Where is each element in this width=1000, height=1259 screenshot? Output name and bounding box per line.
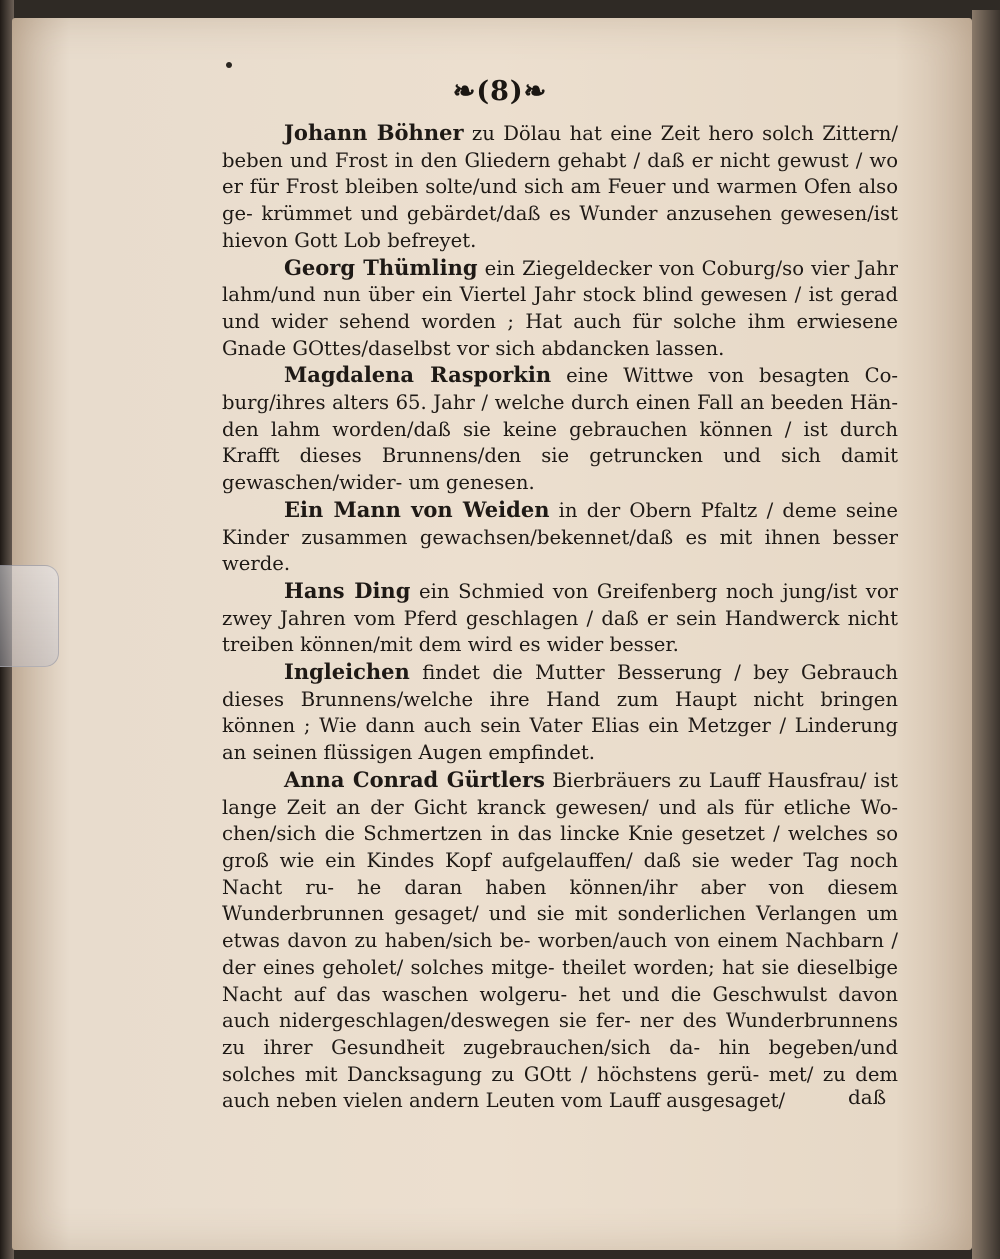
- catchword: daß: [848, 1085, 887, 1109]
- paragraph: [222, 255, 898, 363]
- paragraph-text: ein Schmied von Greifenberg noch jung/ist vor zwey Jahren vom Pferd geschlagen / daß er sein Handwerck nicht treiben können/mit dem wird es wider besser.: [222, 579, 898, 657]
- paragraph-lead: Hans Ding: [284, 577, 411, 603]
- paragraph: [222, 578, 898, 659]
- paragraph-text: eine Wittwe von besagten Co- burg/ihres alters 65. Jahr / welche durch einen Fall an beeden Hän- den lahm worden/daß sie keine gebrauchen können / ist durch Krafft dieses Brunnens/den sie getruncken und sich damit gewaschen/wider- um genesen.: [222, 364, 899, 495]
- paragraph-lead: Johann Böhner: [284, 120, 464, 145]
- paragraph: [222, 497, 898, 578]
- paragraph-text: zu Dölau hat eine Zeit hero solch Zittern/ beben und Frost in den Gliedern gehabt / daß er nicht gewust / wo er für Frost bleiben solte/und sich am Feuer und warmen Ofen also ge- krümmet und gebärdet/daß es Wunder anzusehen gewesen/ist hievon Gott Lob befreyet.: [222, 122, 898, 252]
- paragraph: [222, 659, 898, 767]
- paragraph-text: ein Ziegeldecker von Coburg/so vier Jahr lahm/und nun über ein Viertel Jahr stock blind gewesen / ist gerad und wider sehend worden ; Hat auch für solche ihm erwiesene Gnade GOttes/daselbst vor sich abdancken lassen.: [222, 256, 898, 360]
- page-clip: [0, 565, 59, 667]
- paragraph-text: in der Obern Pfaltz / deme seine Kinder zusammen gewachsen/bekennet/daß es mit ihnen besser werde.: [222, 498, 898, 576]
- paragraph-lead: Ingleichen: [284, 659, 410, 685]
- paragraph-lead: Ein Mann von Weiden: [284, 496, 550, 522]
- paragraph: [222, 767, 898, 1115]
- paragraph-lead: Georg Thümling: [284, 254, 478, 280]
- paragraph: [222, 362, 898, 497]
- paragraph: [222, 120, 898, 255]
- page-number-header: ❧(8)❧: [452, 76, 548, 107]
- paragraph-text: Bierbräuers zu Lauff Hausfrau/ ist lange Zeit an der Gicht kranck gewesen/ und als für etliche Wo- chen/sich die Schmertzen in das lincke Knie gesetzet / welches so groß wie ein Kindes Kopf aufgelauffen/ daß sie weder Tag noch Nacht ru- he daran haben können/ihr aber von diesem Wunderbrunnen gesaget/ und sie mit sonderlichen Verlangen um etwas davon zu haben/sich be- worben/auch von einem Nachbarn / der eines geholet/ solches mitge- theilet worden; hat sie dieselbige Nacht auf das waschen wolgeru- het und die Geschwulst davon auch nidergeschlagen/deswegen sie fer- ner des Wunderbrunnens zu ihrer Gesundheit zugebrauchen/sich da- hin begeben/und solches mit Dancksagung zu GOtt / höchstens gerü- met/ zu dem auch neben vielen andern Leuten vom Lauff ausgesaget/: [222, 768, 898, 1113]
- paragraph-lead: Magdalena Rasporkin: [284, 362, 552, 388]
- ink-dot: [226, 62, 232, 68]
- paragraph-lead: Anna Conrad Gürtlers: [284, 766, 545, 792]
- page-edge-shadow: [972, 10, 1000, 1259]
- page-body: [222, 120, 898, 1115]
- paragraph-text: findet die Mutter Besserung / bey Gebrauch dieses Brunnens/welche ihre Hand zum Haupt nicht bringen können ; Wie dann auch sein Vater Elias ein Metzger / Linderung an seinen flüssigen Augen empfindet.: [222, 661, 898, 765]
